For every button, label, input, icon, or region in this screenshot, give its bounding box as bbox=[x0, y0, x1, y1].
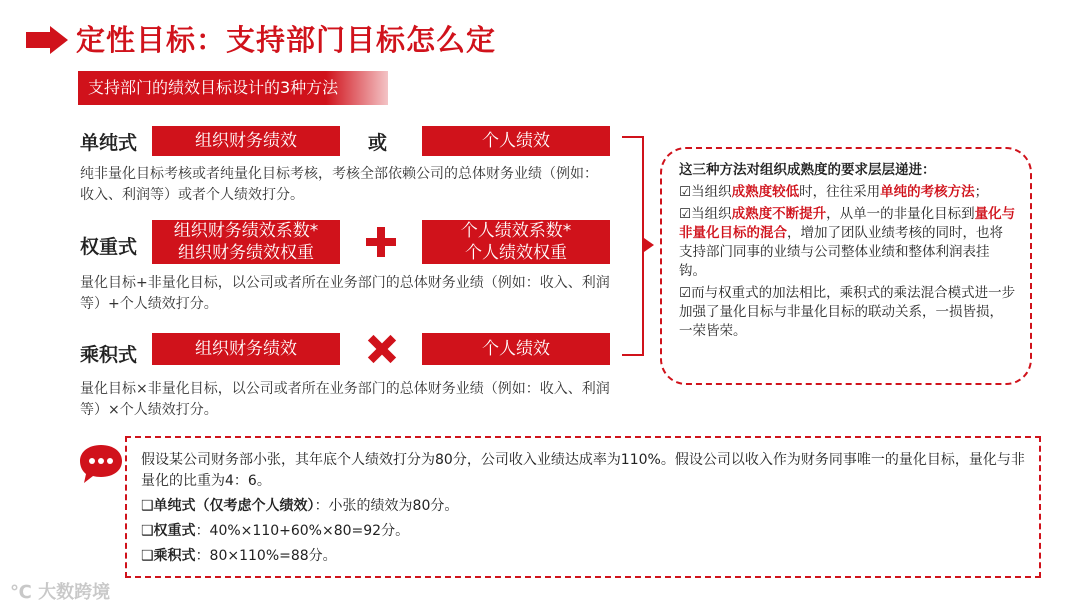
chat-bubble-icon bbox=[78, 442, 124, 486]
example-intro: 假设某公司财务部小张，其年底个人绩效打分为80分，公司收入业绩达成率为110%。假设公司以收入作为财务同事唯一的量化目标，量化与非量化的比重为4：6。 bbox=[141, 452, 1025, 489]
method-label-weighted: 权重式 bbox=[80, 236, 138, 258]
method-label-simple: 单纯式 bbox=[80, 132, 138, 154]
maturity-note-item-3: ☑而与权重式的加法相比，乘积式的乘法混合模式进一步加强了量化目标与非量化目标的联动关系，一损皆损，一荣皆荣。 bbox=[679, 285, 1016, 339]
method-weighted-left-line1: 组织财务绩效系数* bbox=[173, 221, 319, 241]
method-simple-desc: 纯非量化目标考核或者纯量化目标考核，考核全部依赖公司的总体财务业绩（例如：收入、利润等）或者个人绩效打分。 bbox=[80, 166, 598, 203]
method-product-desc: 量化目标×非量化目标，以公司或者所在业务部门的总体财务业绩（例如：收入、利润等）×个人绩效打分。 bbox=[80, 381, 610, 418]
method-product-left-box: 组织财务绩效 bbox=[152, 333, 340, 365]
method-weighted-right-line1: 个人绩效系数* bbox=[460, 221, 572, 241]
method-weighted-left-box bbox=[152, 220, 340, 264]
title-arrow-icon bbox=[26, 26, 68, 54]
bracket-arrow-icon bbox=[644, 238, 654, 252]
multiply-icon bbox=[368, 335, 396, 363]
method-simple-left-box: 组织财务绩效 bbox=[152, 126, 340, 156]
method-weighted-right-box bbox=[422, 220, 610, 264]
method-product-right-box: 个人绩效 bbox=[422, 333, 610, 365]
example-item-product: ❑乘积式：80×110%=88分。 bbox=[141, 548, 337, 564]
watermark: ℃ 大数跨境 bbox=[10, 582, 111, 603]
method-label-product: 乘积式 bbox=[80, 344, 138, 366]
example-item-weighted: ❑权重式：40%×110+60%×80=92分。 bbox=[141, 523, 410, 539]
method-weighted-desc: 量化目标+非量化目标，以公司或者所在业务部门的总体财务业绩（例如：收入、利润等）+个人绩效打分。 bbox=[80, 275, 610, 312]
example-box bbox=[125, 436, 1041, 578]
method-weighted-right-line2: 个人绩效权重 bbox=[465, 243, 567, 263]
page-title: 定性目标：支持部门目标怎么定 bbox=[76, 23, 497, 57]
maturity-note-heading: 这三种方法对组织成熟度的要求层层递进： bbox=[679, 162, 936, 178]
method-weighted-left-line2: 组织财务绩效权重 bbox=[178, 243, 314, 263]
maturity-note-item-2: ☑当组织成熟度不断提升，从单一的非量化目标到量化与非量化目标的混合，增加了团队业绩考核的同时，也将支持部门同事的业绩与公司整体业绩和整体利润表挂钩。 bbox=[679, 206, 1016, 279]
section-subtitle: 支持部门的绩效目标设计的3种方法 bbox=[78, 71, 388, 105]
maturity-note-box bbox=[660, 147, 1032, 385]
example-item-simple: ❑单纯式（仅考虑个人绩效）：小张的绩效为80分。 bbox=[141, 498, 459, 514]
watermark-logo-icon: ℃ bbox=[10, 582, 32, 603]
method-simple-connector: 或 bbox=[368, 132, 388, 154]
maturity-note-item-1: ☑当组织成熟度较低时，往往采用单纯的考核方法； bbox=[679, 184, 989, 200]
method-simple-right-box: 个人绩效 bbox=[422, 126, 610, 156]
plus-icon bbox=[366, 227, 396, 257]
bracket-connector bbox=[622, 136, 644, 356]
